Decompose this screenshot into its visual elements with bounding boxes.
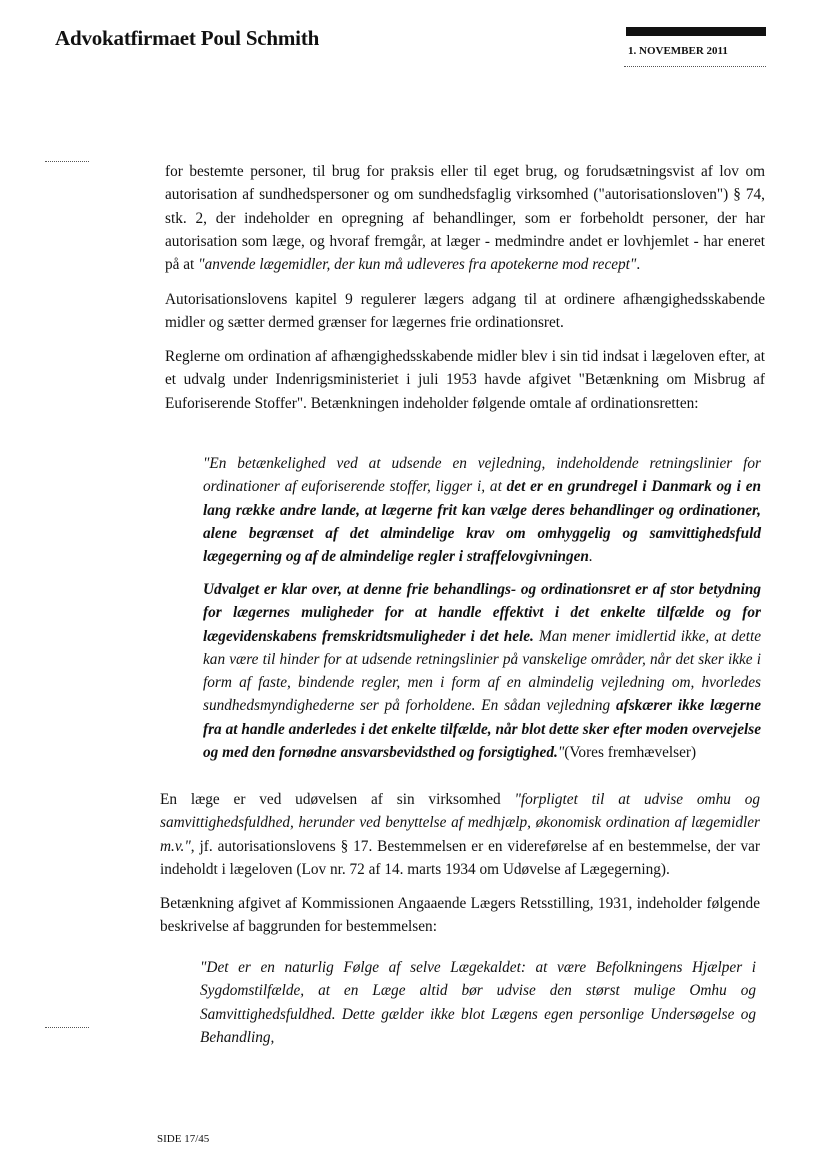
paragraph-5 [160,892,760,939]
quote-1-emphasis: det er en grundregel i Danmark og i en lang række andre lande, at lægerne frit kan vælge deres behandlinger og ordinationer, alene begrænset af det almindelige krav om omhyggelig og samvittighedsfuld lægegerning og af de almindelige regler i straffelovgivningen [203,478,762,566]
date-divider [624,66,766,67]
quote-3 [200,956,756,1049]
paragraph-4-text: , jf. autorisationslovens § 17. Bestemmelsen er en videreførelse af en bestemmelse, der var indeholdt i lægeloven (Lov nr. 72 af 14. marts 1934 om Udøvelse af Lægegerning). [160,837,760,878]
paragraph-1-end: . [636,256,641,274]
quote-1-intro: "En betænkelighed ved at udsende en vejledning, indeholdende retningslinier for ordinationer af euforiserende stoffer, ligger i, at [203,455,761,496]
paragraph-3-text: Reglerne om ordination af afhængighedsskabende midler blev i sin tid indsat i lægeloven efter, at et udvalg under Indenrigsministeriet i juli 1953 havde afgivet "Betænkning om Misbrug af Euforiserende Stoffer". Betænkningen indeholder følgende omtale af ordinationsretten: [165,348,765,412]
paragraph-4 [160,788,760,881]
quote-3-text: "Det er en naturlig Følge af selve Lægekaldet: at være Befolkningens Hjælper i Sygdomstilfælde, at en Læge altid bør udvise den størst mulige Omhu og Samvittighedsfuldhed. Dette gælder ikke blot Lægens egen personlige Undersøgelse og Behandling, [200,959,756,1046]
firm-name: Advokatfirmaet Poul Schmith [55,26,320,50]
paragraph-1-text: for bestemte personer, til brug for praksis eller til eget brug, og forudsætningsvist af lov om autorisation af sundhedspersoner og om sundhedsfaglig virksomhed ("autorisationsloven") § 74, stk. 2, der indeholder en opregning af behandlinger, som er forbeholdt personer, der har autorisation som læge, og hvoraf fremgår, at læger - medmindre andet er lovhjemlet - har eneret på at [165,163,765,274]
quote-2-note: (Vores fremhævelser) [564,744,697,762]
paragraph-1 [165,160,765,276]
page-number: SIDE 17/45 [157,1133,210,1145]
paragraph-3 [165,345,765,415]
paragraph-4-quote: "forpligtet til at udvise omhu og samvittighedsfuldhed, herunder ved benyttelse af medhjælp, økonomisk ordination af lægemidler m.v." [160,791,761,855]
paragraph-5-text: Betænkning afgivet af Kommissionen Angaaende Lægers Retsstilling, 1931, indeholder følgende beskrivelse af baggrunden for bestemmelsen: [160,895,760,936]
paragraph-2-text: Autorisationslovens kapitel 9 regulerer lægers adgang til at ordinere afhængighedsskabende midler og sætter dermed grænser for lægernes frie ordinationsret. [165,291,765,332]
quote-2-close: " [557,744,565,762]
margin-marker-top [45,161,89,162]
quote-2-emphasis-2: afskærer ikke lægerne fra at handle anderledes i det enkelte tilfælde, når blot dette sker efter moden overvejelse og med den fornødne ansvarsbevidsthed og forsigtighed. [203,697,761,762]
quote-1-end: . [588,548,593,566]
header-bar [626,27,766,36]
quote-2-emphasis-1: Udvalget er klar over, at denne frie behandlings- og ordinationsret er af stor betydning for lægernes muligheder for at handle effektivt i det enkelte tilfælde og for lægevidenskabens fremskridtsmuligheder i det hele. [203,581,761,645]
paragraph-1-quote: "anvende lægemidler, der kun må udleveres fra apotekerne mod recept" [198,256,637,274]
document-date: 1. NOVEMBER 2011 [628,45,728,57]
quote-2-text: Man mener imidlertid ikke, at dette kan være til hinder for at udsende retningslinier på vanskelige områder, når det sker ikke i form af faste, bindende regler, men i form af en almindelig vejledning om, hvorledes sundhedsmyndighederne ser på forholdene. En sådan vejledning [203,627,761,715]
paragraph-4-intro: En læge er ved udøvelsen af sin virksomhed [160,791,515,808]
margin-marker-bottom [45,1027,89,1028]
quote-2 [203,578,761,764]
paragraph-2 [165,288,765,335]
quote-1 [203,452,761,568]
